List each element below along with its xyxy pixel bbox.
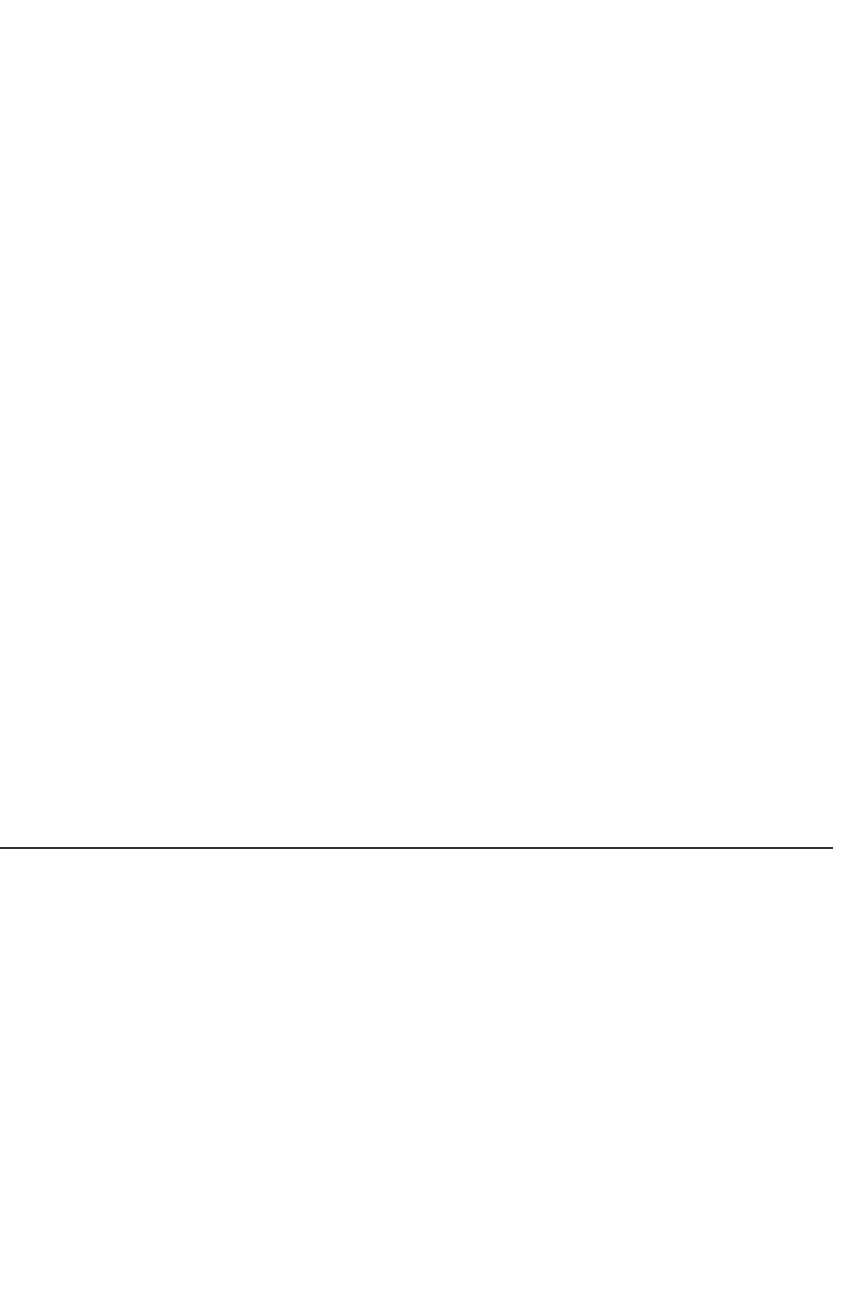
section-divider xyxy=(0,847,833,849)
daphne-branch-icon xyxy=(590,858,845,1312)
